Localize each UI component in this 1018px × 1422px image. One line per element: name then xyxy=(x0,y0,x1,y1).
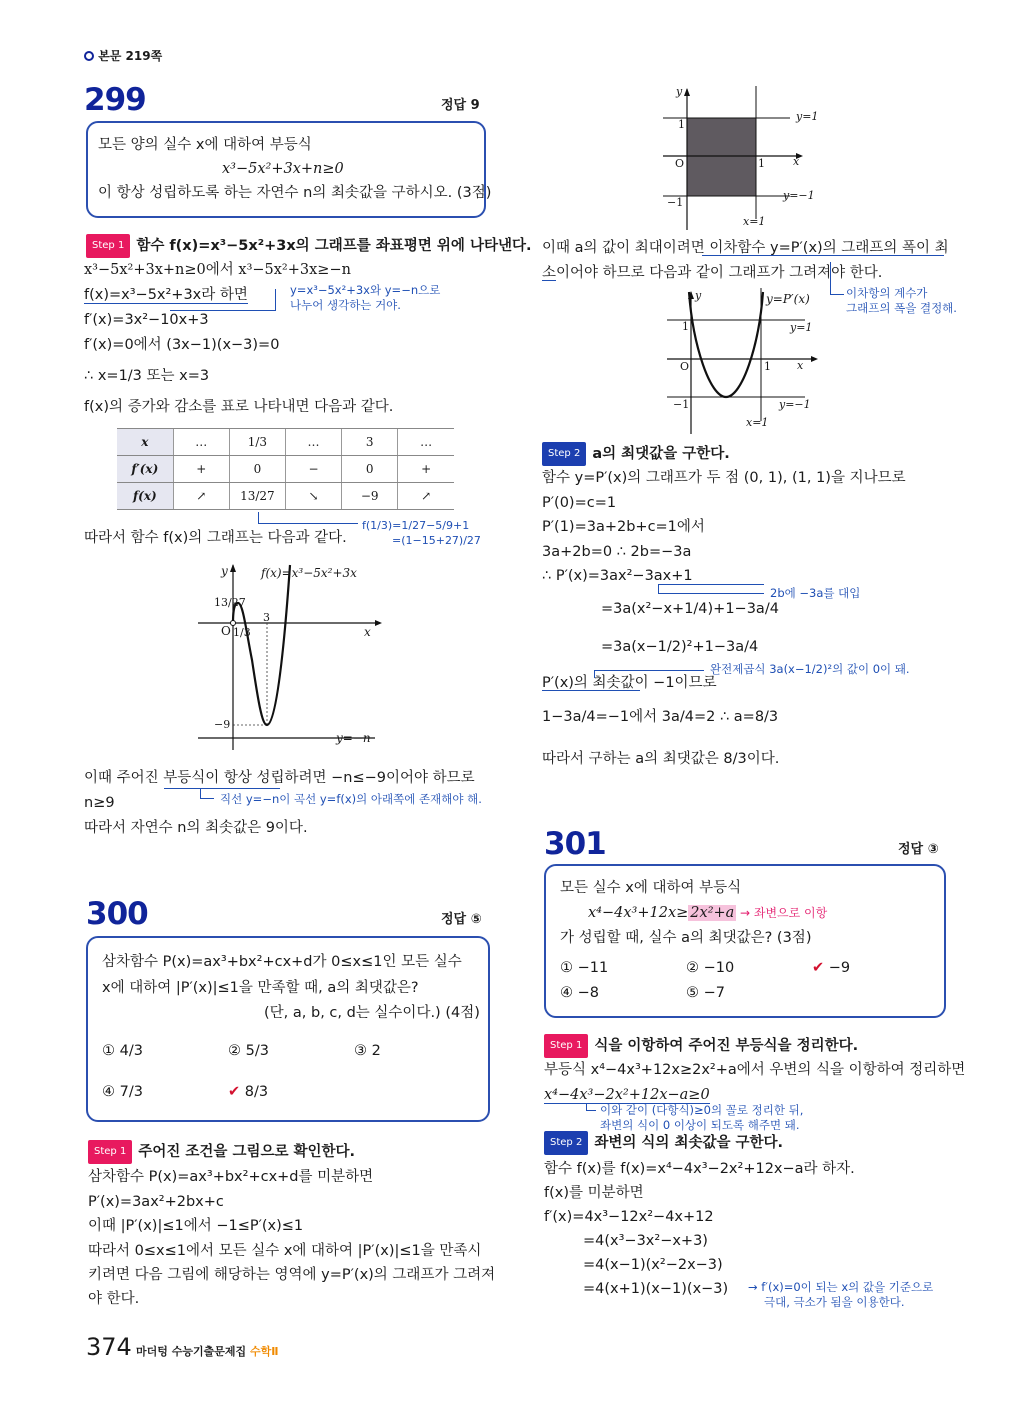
note-300-substitute: 2b에 −3a를 대입 xyxy=(770,586,861,600)
pg-x: x xyxy=(797,359,804,372)
note-301-move: → 좌변으로 이항 xyxy=(740,906,828,920)
answer-300: 정답 ⑤ xyxy=(441,912,482,927)
s301b-line3: =4(x³−3x²−x+3) xyxy=(583,1233,708,1249)
q301-line2: x⁴−4x³+12x≥ 2x²+a xyxy=(588,905,735,921)
graph-line-label: y=−n xyxy=(336,731,371,745)
s300-line1: P′(x)=3ax²+2bx+c xyxy=(88,1194,224,1210)
s299-concl1: 이때 주어진 부등식이 항상 성립하려면 −n≤−9이어야 하므로 xyxy=(84,770,475,786)
graph-curve-label: f(x)=x³−5x²+3x xyxy=(261,566,357,580)
pg-o: O xyxy=(680,360,690,373)
s299-line5: f(x)의 증가와 감소를 표로 나타내면 다음과 같다. xyxy=(84,399,394,415)
s300-line4: 키려면 다음 그림에 해당하는 영역에 y=P′(x)의 그래프가 그려져 xyxy=(88,1267,496,1283)
choice-1[interactable]: ① 4/3 xyxy=(102,1043,143,1059)
choice-4[interactable]: ④ −8 xyxy=(560,985,599,1001)
rg-one-y: 1 xyxy=(678,118,685,131)
note-arrow-line xyxy=(594,670,704,678)
s301b-line2: f′(x)=4x³−12x²−4x+12 xyxy=(544,1209,714,1225)
graph-third-label: 1/3 xyxy=(233,626,251,639)
s300-mid1: 이때 a의 값이 최대이려면 이차함수 y=P′(x)의 그래프의 폭이 최 xyxy=(542,240,949,256)
note-arrow-line xyxy=(258,512,358,524)
note-arrow-line xyxy=(200,789,214,799)
graph-max-label: 13/27 xyxy=(214,596,246,609)
s299-concl3: 따라서 자연수 n의 최솟값은 9이다. xyxy=(84,820,308,836)
q299-line1: 모든 양의 실수 x에 대하여 부등식 xyxy=(98,137,312,153)
s299-line2: f′(x)=3x²−10x+3 xyxy=(84,312,209,328)
table-row: x … 1/3 … 3 … xyxy=(117,429,454,456)
choice-5[interactable]: ⑤ −7 xyxy=(686,985,725,1001)
note-301-form: 이와 같이 (다항식)≥0의 꼴로 정리한 뒤, 좌변의 식이 0 이상이 되도록 해주면 돼. xyxy=(600,1103,804,1132)
checkmark-icon: ✔ xyxy=(228,1084,241,1100)
choice-1[interactable]: ① −11 xyxy=(560,960,609,976)
s301b-line0: 함수 f(x)를 f(x)=x⁴−4x³−2x²+12x−a라 하자. xyxy=(544,1161,855,1177)
step-badge: Step 1 xyxy=(88,1140,132,1164)
s300b-line4: ∴ P′(x)=3ax²−3ax+1 xyxy=(542,568,693,584)
rg-y: y xyxy=(676,85,683,98)
pg-x1: x=1 xyxy=(746,416,769,429)
rg-x1: x=1 xyxy=(743,215,766,228)
q300-line1: 삼차함수 P(x)=ax³+bx²+cx+d가 0≤x≤1인 모든 실수 xyxy=(102,954,462,970)
rg-neg1: −1 xyxy=(667,196,684,209)
region-graph xyxy=(660,84,840,230)
pg-neg1: −1 xyxy=(673,398,690,411)
note-arrow-line xyxy=(658,584,764,594)
s300-line5: 야 한다. xyxy=(88,1291,140,1307)
graph-origin-label: O xyxy=(221,624,231,638)
s300-line0: 삼차함수 P(x)=ax³+bx²+cx+d를 미분하면 xyxy=(88,1169,374,1185)
step1-299: Step 1 함수 f(x)=x³−5x²+3x의 그래프를 좌표평면 위에 나타낸다. xyxy=(86,234,531,258)
underline-width xyxy=(702,255,944,256)
s301b-line1: f(x)를 미분하면 xyxy=(544,1185,644,1201)
q301-line1: 모든 실수 x에 대하여 부등식 xyxy=(560,880,742,896)
s299-concl2: n≥9 xyxy=(84,795,115,811)
s300-line2: 이때 |P′(x)|≤1에서 −1≤P′(x)≤1 xyxy=(88,1218,304,1234)
underline-width-2 xyxy=(542,280,556,281)
s300b-line5: =3a(x²−x+1/4)+1−3a/4 xyxy=(601,601,779,617)
s300b-line0: 함수 y=P′(x)의 그래프가 두 점 (0, 1), (1, 1)을 지나므로 xyxy=(542,470,906,486)
step1-300: Step 1 주어진 조건을 그림으로 확인한다. xyxy=(88,1140,355,1164)
note-arrow-line xyxy=(170,289,276,311)
q301-line3: 가 성립할 때, 실수 a의 최댓값은? (3점) xyxy=(560,930,812,946)
highlight-term: 2x²+a xyxy=(690,905,735,921)
note-300-coefficient: 이차항의 계수가 그래프의 폭을 결정해. xyxy=(846,286,957,315)
choice-5-correct[interactable]: ✔ 8/3 xyxy=(228,1084,269,1100)
note-arrow-line xyxy=(830,262,844,295)
pg-y1: y=1 xyxy=(790,321,813,334)
s301b-line4: =4(x−1)(x²−2x−3) xyxy=(583,1257,723,1273)
graph-y-label: y xyxy=(221,564,228,578)
s300b-line9: 따라서 구하는 a의 최댓값은 8/3이다. xyxy=(542,751,780,767)
rg-one-x: 1 xyxy=(758,157,765,170)
pg-curve: y=P′(x) xyxy=(766,292,810,306)
pg-one-y: 1 xyxy=(682,320,689,333)
s300b-line2: P′(1)=3a+2b+c=1에서 xyxy=(542,519,705,535)
s299-line3: f′(x)=0에서 (3x−1)(x−3)=0 xyxy=(84,337,280,353)
step-badge: Step 2 xyxy=(544,1131,588,1155)
q299-line3: 이 항상 성립하도록 하는 자연수 n의 최솟값을 구하시오. (3점) xyxy=(98,185,492,201)
graph-three-label: 3 xyxy=(263,611,270,624)
s300b-line1: P′(0)=c=1 xyxy=(542,495,617,511)
q299-line2: x³−5x²+3x+n≥0 xyxy=(222,161,344,177)
s300b-line6: =3a(x−1/2)²+1−3a/4 xyxy=(601,639,759,655)
s299-line1: f(x)=x³−5x²+3x라 하면 xyxy=(84,287,248,303)
underline-inequality xyxy=(164,788,280,789)
step-badge: Step 2 xyxy=(542,442,586,466)
rg-yneg1: y=−1 xyxy=(783,189,815,202)
choice-3-correct[interactable]: ✔ −9 xyxy=(812,960,851,976)
graph-x-label: x xyxy=(364,625,371,639)
q300-line2: x에 대하여 |P′(x)|≤1을 만족할 때, a의 최댓값은? xyxy=(102,980,419,996)
s301-line1: x⁴−4x³−2x²+12x−a≥0 xyxy=(544,1087,710,1103)
q300-line3: (단, a, b, c, d는 실수이다.) (4점) xyxy=(264,1005,480,1021)
rg-o: O xyxy=(675,157,685,170)
step-badge: Step 1 xyxy=(544,1034,588,1058)
answer-301: 정답 ③ xyxy=(898,842,939,857)
pg-yneg1: y=−1 xyxy=(779,398,811,411)
table-row: f(x) ↗ 13/27 ↘ −9 ↗ xyxy=(117,483,454,510)
s299-line0: x³−5x²+3x+n≥0에서 x³−5x²+3x≥−n xyxy=(84,262,351,278)
note-arrow-line xyxy=(586,1103,596,1111)
rg-y1: y=1 xyxy=(796,110,819,123)
s299-graph-intro: 따라서 함수 f(x)의 그래프는 다음과 같다. xyxy=(84,530,347,546)
checkmark-icon: ✔ xyxy=(812,960,825,976)
pg-y: y xyxy=(695,289,702,302)
choice-2[interactable]: ② −10 xyxy=(686,960,735,976)
s300b-line3: 3a+2b=0 ∴ 2b=−3a xyxy=(542,544,692,560)
note-301-extrema: → f′(x)=0이 되는 x의 값을 기준으로 극대, 극소가 됨을 이용한다. xyxy=(748,1280,934,1309)
s300b-line7: P′(x)의 최솟값이 −1이므로 xyxy=(542,675,717,691)
book-title: 마더텅 수능기출문제집 수학Ⅱ xyxy=(136,1345,279,1358)
rg-x: x xyxy=(793,155,800,168)
step2-301: Step 2 좌변의 식의 최솟값을 구한다. xyxy=(544,1131,783,1155)
problem-number-299: 299 xyxy=(84,82,146,118)
note-300-square: 완전제곱식 3a(x−1/2)²의 값이 0이 돼. xyxy=(710,662,910,676)
choice-3[interactable]: ③ 2 xyxy=(354,1043,381,1059)
answer-299: 정답 9 xyxy=(441,98,480,113)
s301b-line5: =4(x+1)(x−1)(x−3) xyxy=(583,1281,729,1297)
note-299-split: y=x³−5x²+3x와 y=−n으로 나누어 생각하는 거야. xyxy=(290,283,441,312)
s299-line4: ∴ x=1/3 또는 x=3 xyxy=(84,368,210,384)
choice-4[interactable]: ④ 7/3 xyxy=(102,1084,143,1100)
s301-line0: 부등식 x⁴−4x³+12x≥2x²+a에서 우변의 식을 이항하여 정리하면 xyxy=(544,1062,966,1078)
variation-table xyxy=(117,428,454,510)
choice-2[interactable]: ② 5/3 xyxy=(228,1043,269,1059)
underline-min xyxy=(542,690,640,691)
page-number: 374 xyxy=(86,1333,132,1361)
page-ref: 본문 219쪽 xyxy=(84,47,162,64)
step2-300: Step 2 a의 최댓값을 구한다. xyxy=(542,442,730,466)
s300b-line8: 1−3a/4=−1에서 3a/4=2 ∴ a=8/3 xyxy=(542,709,779,725)
step-badge: Step 1 xyxy=(86,234,130,258)
graph-min-label: −9 xyxy=(214,718,231,731)
problem-number-301: 301 xyxy=(544,826,606,862)
pg-one-x: 1 xyxy=(764,360,771,373)
note-299-value: f(1/3)=1/27−5/9+1 =(1−15+27)/27 xyxy=(362,519,481,547)
problem-number-300: 300 xyxy=(86,896,148,932)
circle-bullet-icon xyxy=(84,51,94,61)
step1-301: Step 1 식을 이항하여 주어진 부등식을 정리한다. xyxy=(544,1034,858,1058)
table-row: f′(x) + 0 − 0 + xyxy=(117,456,454,483)
note-299-line: 직선 y=−n이 곡선 y=f(x)의 아래쪽에 존재해야 해. xyxy=(220,792,482,806)
s300-line3: 따라서 0≤x≤1에서 모든 실수 x에 대하여 |P′(x)|≤1을 만족시 xyxy=(88,1243,482,1259)
s300-mid2: 소이어야 하므로 다음과 같이 그래프가 그려져야 한다. xyxy=(542,265,883,281)
